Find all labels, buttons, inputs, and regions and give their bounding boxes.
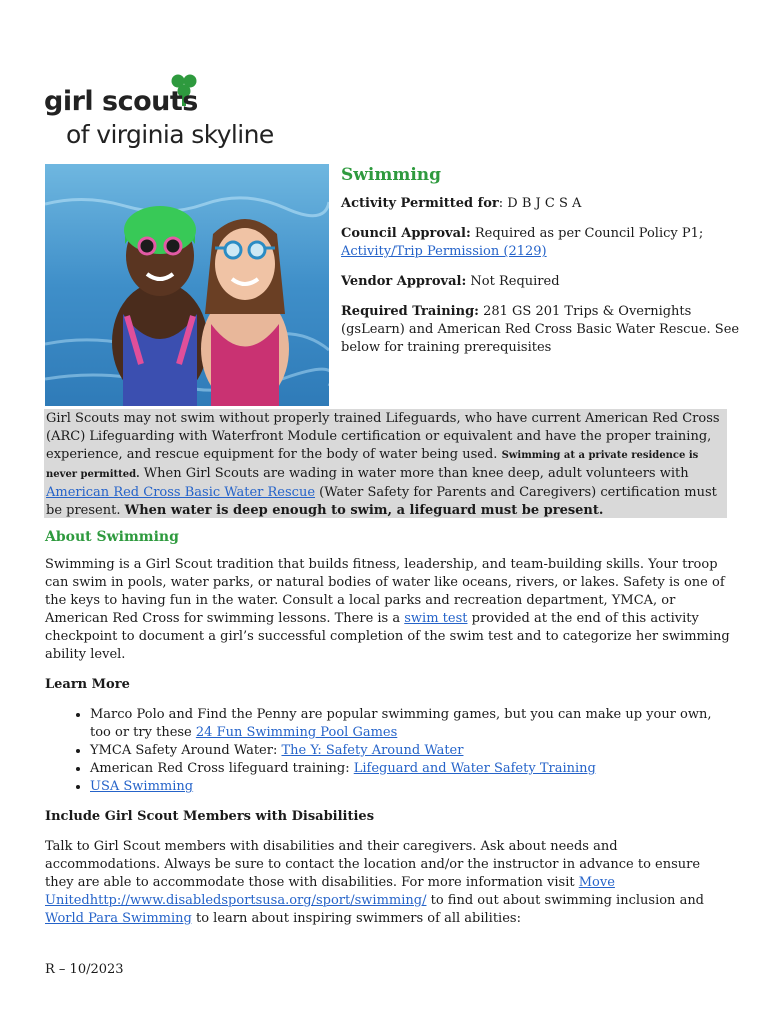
pool-games-link[interactable]: 24 Fun Swimming Pool Games: [195, 725, 398, 740]
vendor-approval: [341, 273, 741, 291]
learn-more-item-2-text: YMCA Safety Around Water:: [90, 743, 282, 758]
activity-permitted: [341, 195, 741, 213]
swimmers-photo: [45, 164, 329, 406]
required-training-label: Required Training:: [341, 304, 479, 319]
learn-more-section: [45, 676, 730, 796]
list-item: [90, 742, 730, 760]
notice-lifeguard-required: When water is deep enough to swim, a lifeguard must be present.: [124, 503, 604, 518]
notice-text-1: Girl Scouts may not swim without properly trained Lifeguards, who have current American Red Cross (ARC) Lifeguarding with Waterfront Module certification or equivalent and have the proper training, experience, and rescue equipment for the body of water being used.: [46, 411, 720, 462]
disabilities-text-2: to find out about swimming inclusion and: [426, 893, 705, 908]
activity-permitted-value: : D B J C S A: [498, 196, 582, 211]
logo-wordmark-line2: of virginia skyline: [66, 120, 274, 149]
disabilities-heading: Include Girl Scout Members with Disabilities: [45, 809, 375, 824]
swimmers-photo-illustration: [45, 164, 329, 406]
vendor-approval-value: Not Required: [466, 274, 560, 289]
disabilities-text-3: to learn about inspiring swimmers of all abilities:: [191, 911, 521, 926]
disabilities-section: [45, 808, 730, 928]
disabilities-paragraph: [45, 838, 730, 928]
vendor-approval-label: Vendor Approval:: [341, 274, 467, 289]
usa-swimming-link[interactable]: USA Swimming: [90, 779, 194, 794]
world-para-swimming-link[interactable]: World Para Swimming: [45, 911, 192, 926]
logo-wordmark-line1: girl scouts: [44, 86, 198, 117]
council-logo: [44, 72, 294, 158]
council-approval: [341, 225, 741, 261]
learn-more-item-1-text: Marco Polo and Find the Penny are popular swimming games, but you can make up your own, too or try these: [90, 707, 712, 740]
list-item: [90, 760, 730, 778]
revision-date: R – 10/2023: [45, 962, 124, 977]
list-item: [90, 706, 730, 742]
basic-water-rescue-link[interactable]: American Red Cross Basic Water Rescue: [46, 485, 316, 500]
council-approval-value: Required as per Council Policy P1;: [470, 226, 704, 241]
about-heading: About Swimming: [45, 529, 179, 545]
ymca-safety-link[interactable]: The Y: Safety Around Water: [281, 743, 464, 758]
about-text-1: Swimming is a Girl Scout tradition that builds fitness, leadership, and team-building skills. Your troop can swim in pools, water parks, or natural bodies of water like oceans, rivers, or lakes. Safety is one of the keys to having fun in the water. Consult a local parks and recreation department, YMCA, or American Red Cross for swimming lessons. There is a: [45, 557, 725, 626]
lifeguard-training-link[interactable]: Lifeguard and Water Safety Training: [353, 761, 596, 776]
list-item: [90, 778, 730, 796]
activity-info: [341, 163, 741, 369]
notice-text-3: (Water Safety for Parents and Caregivers) certification must be present.: [46, 485, 717, 518]
required-training-value: 281 GS 201 Trips & Overnights (gsLearn) and American Red Cross Basic Water Rescue. See below for training prerequisites: [341, 304, 740, 355]
notice-private-residence: Swimming at a private residence is never permitted.: [46, 450, 699, 480]
move-united-link[interactable]: Move Unitedhttp://www.disabledsportsusa.org/sport/swimming/: [45, 875, 615, 908]
learn-more-list: [45, 706, 730, 796]
about-paragraph: [45, 556, 730, 664]
council-approval-label: Council Approval:: [341, 226, 471, 241]
page-title: Swimming: [341, 165, 442, 185]
about-section: [45, 528, 730, 664]
learn-more-item-3-text: American Red Cross lifeguard training:: [90, 761, 354, 776]
about-text-2: provided at the end of this activity checkpoint to document a girl’s successful completion of the swim test and to categorize her swimming ability level.: [45, 611, 730, 662]
disabilities-text-1: Talk to Girl Scout members with disabilities and their caregivers. Ask about needs and accommodations. Always be sure to contact the location and/or the instructor in advance to ensure they are able to accommodate those with disabilities. For more information visit: [45, 839, 701, 890]
required-training: [341, 303, 741, 357]
swim-test-link[interactable]: swim test: [404, 611, 468, 626]
learn-more-heading: Learn More: [45, 677, 130, 692]
activity-permitted-label: Activity Permitted for: [341, 196, 499, 211]
activity-trip-permission-link[interactable]: Activity/Trip Permission (2129): [341, 244, 547, 259]
lifeguard-notice: [44, 409, 727, 518]
notice-text-2: When Girl Scouts are wading in water more than knee deep, adult volunteers with: [139, 466, 689, 481]
